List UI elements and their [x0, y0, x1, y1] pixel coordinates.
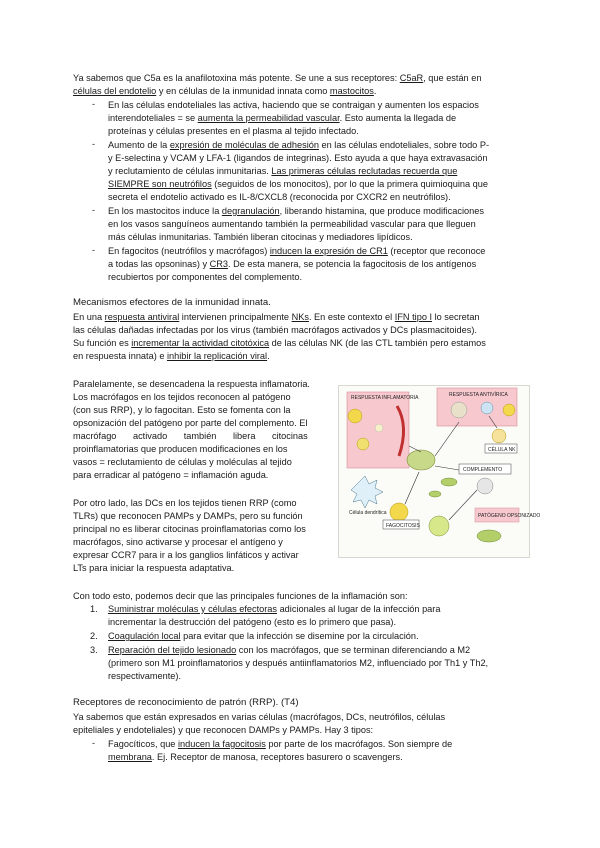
section-title-rrp: Receptores de reconocimiento de patrón (RRP). (T4)	[73, 697, 299, 708]
para3-line: proinflamatorias que producen modificaciones en los	[73, 444, 288, 454]
bullet-phagocytes-l3: recubiertos por componentes del complemento.	[108, 272, 303, 282]
sec6-bullet-l1: Fagocíticos, que inducen la fagocitosis por parte de los macrófagos. Son siempre de	[108, 739, 453, 749]
bullet-adhesion-l1: Aumento de la expresión de moléculas de adhesión en las células endoteliales, sobre todo P-	[108, 140, 490, 150]
para4-line: macrófagos, sino activarse y procesar el antígeno y	[73, 537, 283, 547]
macrophage-bottom-icon	[429, 516, 449, 536]
label-antiviral: RESPUESTA ANTIVÍRICA	[449, 392, 508, 398]
label-nk: CÉLULA NK	[488, 447, 516, 453]
bullet-adhesion-l2: y E-selectina y VCAM y LFA-1 (ligandos de integrinas). Esto ayuda a que haya extravasación	[108, 153, 488, 163]
bullet-endothelial-l1: En las células endoteliales las activa, haciendo que se contraigan y aumenten los espacios	[108, 100, 479, 110]
bullet-mast-l1: En los mastocitos induce la degranulación, liberando histamina, que produce modificaciones	[108, 206, 484, 216]
function-3-l1: Reparación del tejido lesionado con los macrófagos, que se terminan diferenciando a M2	[108, 645, 471, 655]
opsonized-pathogen-icon	[477, 530, 501, 542]
bacteria-icon	[441, 478, 457, 486]
bullet-marker: -	[92, 139, 95, 149]
label-inflammatory: RESPUESTA INFLAMATORIA	[351, 395, 419, 401]
innate-immunity-figure	[338, 385, 541, 558]
cell-icon	[375, 424, 383, 432]
bullet-adhesion-l3: y reclutamiento de células inmunitarias. Las primeras células reclutadas recuerda que	[108, 166, 458, 176]
sec6-bullet-l2: membrana. Ej. Receptor de manosa, receptores basurero o scavengers.	[108, 752, 403, 762]
sec2-line2: las células dañadas infectadas por los virus (también macrófagos activados y DCs plasmacitoides).	[73, 325, 477, 335]
bullet-marker: -	[92, 738, 95, 748]
list-number: 1.	[90, 604, 98, 614]
sec5-intro: Con todo esto, podemos decir que las principales funciones de la inflamación son:	[73, 591, 408, 601]
para4-line: Por otro lado, las DCs en los tejidos tienen RRP (como	[73, 498, 297, 508]
bullet-endothelial-l3: proteínas y células presentes en el plasma al tejido infectado.	[108, 126, 359, 136]
para3-line: (con sus RRP), y lo fagocitan. Esto se fomenta con la	[73, 405, 291, 415]
para4-line: LTs para iniciar la respuesta adaptativa.	[73, 563, 235, 573]
dc-icon	[481, 402, 493, 414]
function-2: Coagulación local para evitar que la infección se disemine por la circulación.	[108, 631, 419, 641]
paragraph-c5a-line2: células del endotelio y en células de la inmunidad innata como mastocitos.	[73, 86, 377, 96]
infected-cell-icon	[451, 402, 467, 418]
function-1-l2: incrementar la destrucción del patógeno (esto es lo primero que pasa).	[108, 617, 397, 627]
nk-cell-icon	[492, 429, 506, 443]
label-opson: PATÓGENO OPSONIZADO	[478, 513, 541, 519]
bullet-phagocytes-l1: En fagocitos (neutrófilos y macrófagos) inducen la expresión de CR1 (receptor que reconoce	[108, 246, 486, 256]
para3-line: vasos = reclutamiento de células y moléculas al tejido	[73, 457, 292, 467]
para3-line: para erradicar al patógeno = inflamación aguda.	[73, 470, 269, 480]
bullet-adhesion-l5: secreta el endotelio activado es IL-8/CXCL8 (reconocida por CXCR2 en neutrófilos).	[108, 192, 451, 202]
para4-line: TLRs) que reconocen PAMPs y DAMPs, pero su función	[73, 511, 303, 521]
sec6-line1: Ya sabemos que están expresados en varias células (macrófagos, DCs, neutrófilos, células	[73, 712, 446, 722]
bullet-marker: -	[92, 99, 95, 109]
arrow-icon	[435, 422, 459, 456]
function-3-l2: (primero son M1 proinflamatorios y después antiinflamatorios M2, influenciado por Th1 y Th2,	[108, 658, 489, 668]
para3-line: Paralelamente, se desencadena la respuesta inflamatoria.	[73, 379, 310, 389]
bullet-endothelial-l2: interendoteliales = se aumenta la permeabilidad vascular. Esto aumenta la llegada de	[108, 113, 457, 123]
bacteria-icon	[429, 491, 441, 497]
label-complement: COMPLEMENTO	[463, 467, 503, 473]
sec6-line2: epiteliales y endoteliales) y que reconocen DAMPs y PAMPs. Hay 3 tipos:	[73, 725, 374, 735]
para3-line: Los macrófagos en los tejidos reconocen al patógeno	[73, 392, 291, 402]
list-number: 3.	[90, 645, 98, 655]
figure-illustration	[339, 386, 541, 557]
bullet-adhesion-l4: SIEMPRE son neutrófilos (seguidos de los monocitos), por lo que la primera quimioquina que	[108, 179, 488, 189]
mast-cell-icon	[348, 409, 362, 423]
dendritic-cell-icon	[351, 476, 383, 508]
function-3-l3: respectivamente).	[108, 671, 182, 681]
arrow-icon	[405, 472, 419, 504]
para3-line: macrófago activado también libera citocinas	[73, 431, 308, 441]
list-number: 2.	[90, 631, 98, 641]
bullet-phagocytes-l2: a todas las opsoninas) y CR3. De esta manera, se potencia la fagocitosis de los antígenos	[108, 259, 477, 269]
label-dc: Célula dendrítica	[349, 510, 387, 516]
function-1-l1: Suministrar moléculas y células efectoras adicionales al lugar de la infección para	[108, 604, 441, 614]
bullet-marker: -	[92, 245, 95, 255]
para4-line: principal no es liberar citocinas proinflamatorias como los	[73, 524, 306, 534]
paragraph-c5a-line1: Ya sabemos que C5a es la anafilotoxina más potente. Se une a sus receptores: C5aR, que están en	[73, 73, 482, 83]
central-macrophage-icon	[407, 450, 435, 470]
phagocyte-icon	[390, 503, 408, 521]
sec2-line4: en respuesta innata) e inhibir la replicación viral.	[73, 351, 270, 361]
nk-precursor-icon	[503, 404, 515, 416]
macrophage-icon	[357, 438, 369, 450]
arrow-icon	[449, 490, 477, 520]
sec2-line1: En una respuesta antiviral intervienen principalmente NKs. En este contexto el IFN tipo I lo secretan	[73, 312, 480, 322]
para4-line: expresar CCR7 para ir a los ganglios linfáticos y activar	[73, 550, 299, 560]
bullet-marker: -	[92, 205, 95, 215]
section-title-effector: Mecanismos efectores de la inmunidad innata.	[73, 297, 271, 308]
sec2-line3: Su función es incrementar la actividad citotóxica de las células NK (de las CTL también pero estamos	[73, 338, 486, 348]
bullet-mast-l3: más células inmunitarias. También liberan citocinas y mediadores lipídicos.	[108, 232, 413, 242]
bullet-mast-l2: en los vasos sanguíneos aumentando también la permeabilidad vascular para que lleguen	[108, 219, 476, 229]
arrow-icon	[435, 466, 459, 470]
para3-line: opsonización del patógeno por parte del complemento. El	[73, 418, 308, 428]
complement-icon	[477, 478, 493, 494]
label-phago: FAGOCITOSIS	[386, 523, 420, 529]
